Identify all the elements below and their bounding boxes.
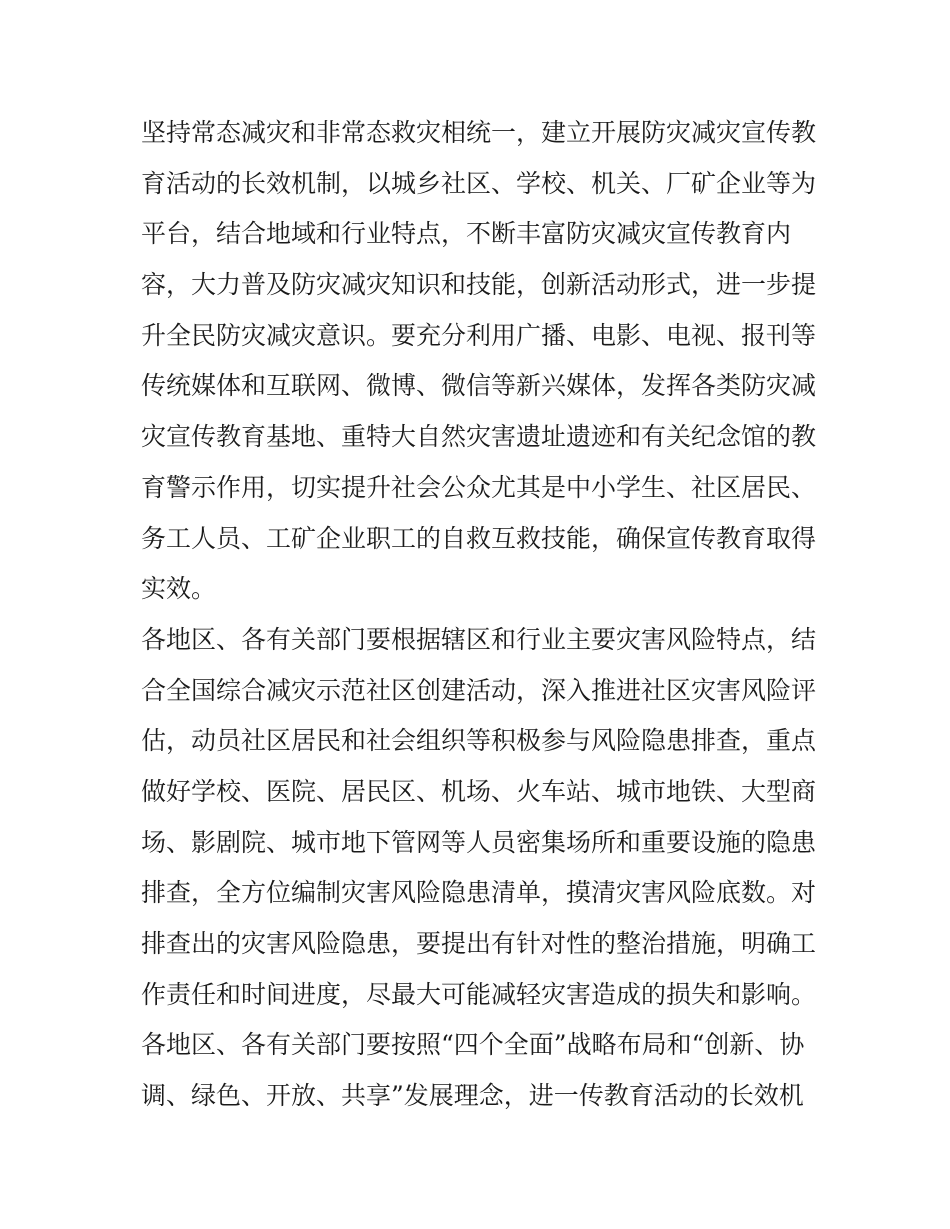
text-line: 排查出的灾害风险隐患，要提出有针对性的整治措施，明确工: [141, 929, 817, 958]
text-line: 坚持常态减灾和非常态救灾相统一，建立开展防灾减灾宣传教: [141, 118, 817, 147]
text-line: 场、影剧院、城市地下管网等人员密集场所和重要设施的隐患: [141, 827, 817, 857]
text-line: 升全民防灾减灾意识。要充分利用广播、电影、电视、报刊等: [141, 320, 817, 350]
text-line: 育活动的长效机制，以城乡社区、学校、机关、厂矿企业等为: [141, 168, 817, 198]
text-line: 各地区、各有关部门要根据辖区和行业主要灾害风险特点，结: [141, 624, 817, 654]
body-text: [141, 108, 821, 1122]
text-line: 传统媒体和互联网、微博、微信等新兴媒体，发挥各类防灾减: [141, 371, 817, 401]
text-line: 育警示作用，切实提升社会公众尤其是中小学生、社区居民、: [141, 472, 817, 502]
text-line: 务工人员、工矿企业职工的自救互救技能，确保宣传教育取得: [141, 523, 817, 553]
text-line: 合全国综合减灾示范社区创建活动，深入推进社区灾害风险评: [141, 675, 817, 705]
text-line: 实效。: [141, 574, 217, 604]
text-line: 调、绿色、开放、共享”发展理念，进一传教育活动的长效机: [141, 1081, 804, 1111]
text-line: 灾宣传教育基地、重特大自然灾害遗址遗迹和有关纪念馆的教: [141, 422, 817, 452]
text-line: 排查，全方位编制灾害风险隐患清单，摸清灾害风险底数。对: [141, 878, 817, 908]
text-line: 估，动员社区居民和社会组织等积极参与风险隐患排查，重点: [141, 726, 817, 756]
text-line: 各地区、各有关部门要按照“四个全面”战略布局和“创新、协: [141, 1030, 805, 1060]
text-line: 作责任和时间进度，尽最大可能减轻灾害造成的损失和影响。: [141, 979, 817, 1009]
text-line: 做好学校、医院、居民区、机场、火车站、城市地铁、大型商: [141, 776, 817, 806]
text-line: 容，大力普及防灾减灾知识和技能，创新活动形式，进一步提: [141, 270, 817, 300]
text-line: 平台，结合地域和行业特点，不断丰富防灾减灾宣传教育内: [141, 219, 792, 249]
